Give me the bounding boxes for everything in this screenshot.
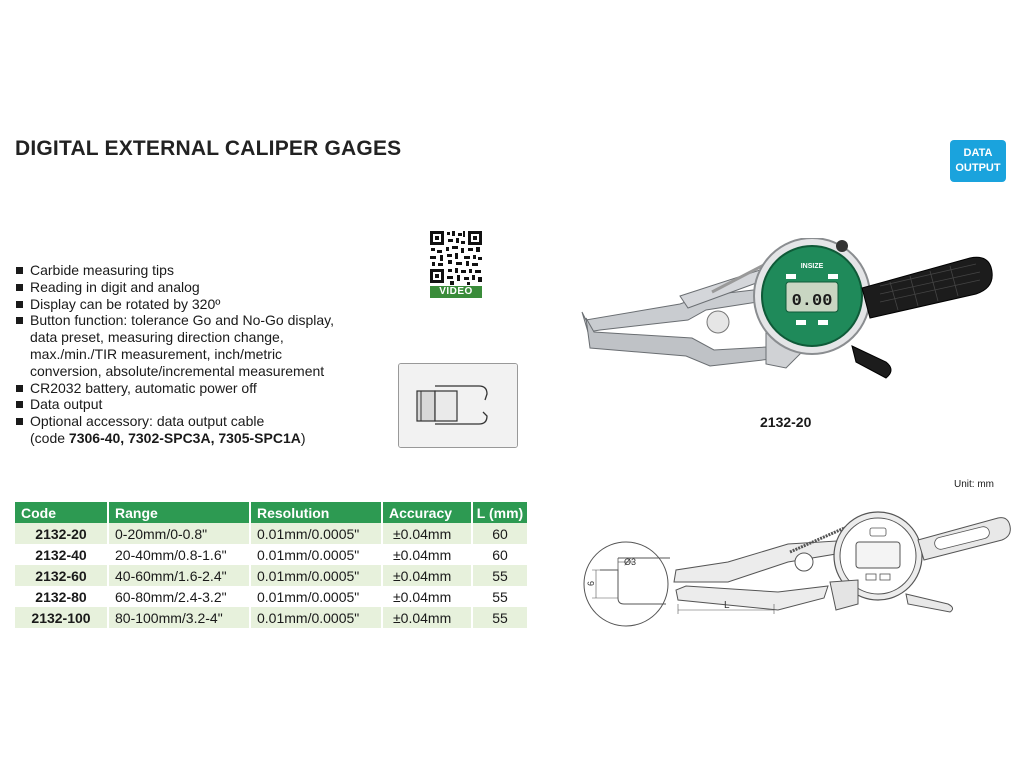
- cell-code: 2132-20: [15, 523, 108, 544]
- feature-item: Display can be rotated by 320º: [16, 296, 386, 313]
- data-output-badge: [950, 140, 1006, 182]
- table-row: [15, 586, 527, 607]
- cell-range: 20-40mm/0.8-1.6": [108, 544, 250, 565]
- height-label: 6: [586, 580, 596, 586]
- table-row: [15, 565, 527, 586]
- feature-item: Button function: tolerance Go and No-Go display, data preset, measuring direction change, max./min./TIR measurement, inch/metric conversion, absolute/incremental measurement: [16, 312, 386, 379]
- bullet-icon: [16, 317, 23, 324]
- page-title: DIGITAL EXTERNAL CALIPER GAGES: [15, 137, 402, 160]
- cell-length: 60: [472, 544, 527, 565]
- cell-range: 80-100mm/3.2-4": [108, 607, 250, 628]
- feature-list: [16, 262, 386, 447]
- cell-accuracy: ±0.04mm: [382, 565, 472, 586]
- feature-continuation: max./min./TIR measurement, inch/metric: [30, 345, 283, 362]
- badge-line-2: OUTPUT: [955, 162, 1001, 174]
- bullet-icon: [16, 385, 23, 392]
- accessory-codes: (code 7306-40, 7302-SPC3A, 7305-SPC1A): [30, 429, 306, 446]
- technical-drawing: [578, 500, 1018, 640]
- video-label: VIDEO: [430, 286, 482, 298]
- feature-item: Optional accessory: data output cable (code 7306-40, 7302-SPC3A, 7305-SPC1A): [16, 413, 386, 447]
- bullet-icon: [16, 418, 23, 425]
- cell-length: 55: [472, 607, 527, 628]
- table-row: [15, 544, 527, 565]
- product-photo: [580, 238, 1000, 398]
- cell-range: 60-80mm/2.4-3.2": [108, 586, 250, 607]
- cell-resolution: 0.01mm/0.0005": [250, 565, 382, 586]
- length-label: L: [724, 600, 730, 611]
- feature-item: Data output: [16, 396, 386, 413]
- col-header-length: L (mm): [472, 502, 527, 523]
- bullet-icon: [16, 284, 23, 291]
- cell-resolution: 0.01mm/0.0005": [250, 523, 382, 544]
- table-row: [15, 607, 527, 628]
- table-row: [15, 523, 527, 544]
- feature-item: Reading in digit and analog: [16, 279, 386, 296]
- cell-code: 2132-80: [15, 586, 108, 607]
- cell-accuracy: ±0.04mm: [382, 523, 472, 544]
- bullet-icon: [16, 301, 23, 308]
- col-header-range: Range: [108, 502, 250, 523]
- cell-length: 60: [472, 523, 527, 544]
- feature-item: Carbide measuring tips: [16, 262, 386, 279]
- feature-continuation: conversion, absolute/incremental measurement: [30, 362, 325, 379]
- spec-table: [15, 502, 527, 628]
- brand-label: INSIZE: [800, 263, 824, 270]
- bullet-icon: [16, 401, 23, 408]
- feature-item: CR2032 battery, automatic power off: [16, 380, 386, 397]
- cell-range: 0-20mm/0-0.8": [108, 523, 250, 544]
- badge-line-1: DATA: [963, 147, 993, 159]
- product-caption: 2132-20: [760, 414, 812, 430]
- cell-accuracy: ±0.04mm: [382, 607, 472, 628]
- cell-range: 40-60mm/1.6-2.4": [108, 565, 250, 586]
- display-reading: 0.00: [791, 292, 833, 311]
- cell-resolution: 0.01mm/0.0005": [250, 544, 382, 565]
- cell-accuracy: ±0.04mm: [382, 586, 472, 607]
- jaw-diagram-icon: [398, 363, 518, 448]
- cell-code: 2132-60: [15, 565, 108, 586]
- col-header-resolution: Resolution: [250, 502, 382, 523]
- cell-resolution: 0.01mm/0.0005": [250, 586, 382, 607]
- col-header-code: Code: [15, 502, 108, 523]
- cell-length: 55: [472, 586, 527, 607]
- diameter-label: Ø3: [624, 557, 637, 567]
- table-header-row: [15, 502, 527, 523]
- feature-continuation: data preset, measuring direction change,: [30, 329, 284, 346]
- cell-resolution: 0.01mm/0.0005": [250, 607, 382, 628]
- cell-code: 2132-100: [15, 607, 108, 628]
- cell-length: 55: [472, 565, 527, 586]
- cell-accuracy: ±0.04mm: [382, 544, 472, 565]
- col-header-accuracy: Accuracy: [382, 502, 472, 523]
- bullet-icon: [16, 267, 23, 274]
- unit-note: Unit: mm: [954, 479, 994, 490]
- cell-code: 2132-40: [15, 544, 108, 565]
